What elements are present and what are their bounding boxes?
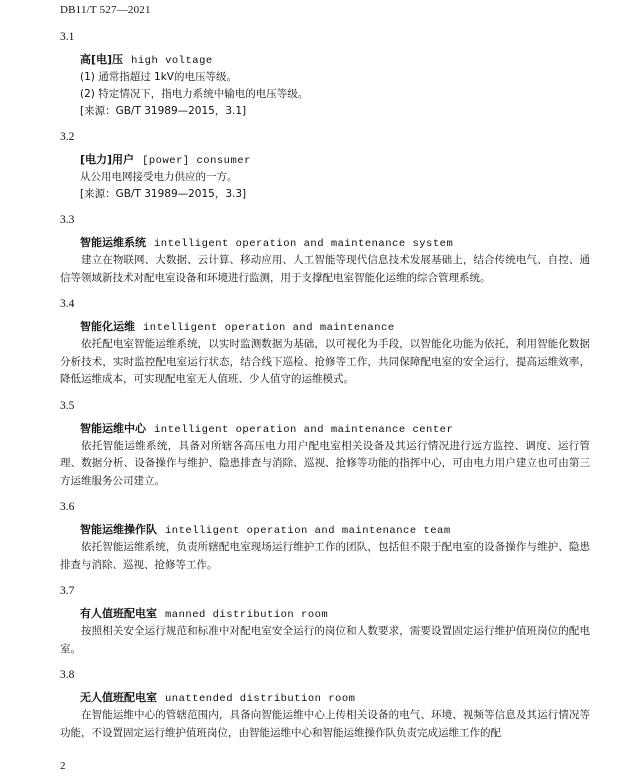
term-title-en: manned distribution room [165, 609, 329, 621]
term-title [60, 522, 590, 539]
term-3-8 [60, 668, 590, 742]
term-number: 3.7 [60, 585, 75, 597]
term-title-en: [power] consumer [142, 155, 251, 167]
term-title-zh: 智能运维系统 [80, 236, 146, 249]
term-title-zh: [电力]用户 [80, 153, 135, 166]
term-3-2 [60, 130, 590, 203]
term-definition: 建立在物联网、大数据、云计算、移动应用、人工智能等现代信息技术发展基础上，结合传统电气、自控、通信等领域新技术对配电室设备和环境进行监测，用于支撑配电室智能化运维的综合管理系统。 [60, 254, 590, 284]
term-definition-line: 从公用电网接受电力供应的一方。 [80, 171, 238, 183]
term-3-3 [60, 213, 590, 287]
term-number: 3.6 [60, 501, 75, 513]
term-title-en: high voltage [131, 55, 213, 67]
term-definition: 依托智能运维系统，具备对所辖各高压电力用户配电室相关设备及其运行情况进行远方监控、调度、运行管理、数据分析、设备操作与维护、隐患排查与消除、巡视、抢修等功能的指挥中心，可由电力用户建立也可由第三方运维服务公司建立。 [60, 439, 590, 487]
term-title-en: intelligent operation and maintenance [143, 322, 395, 334]
page-number: 2 [60, 760, 66, 772]
term-title-zh: 高[电]压 [80, 53, 124, 66]
term-definition: 依托智能运维系统，负责所辖配电室现场运行维护工作的团队，包括但不限于配电室的设备操作与维护、隐患排查与消除、巡视、抢修等工作。 [60, 541, 590, 571]
term-3-1 [60, 30, 590, 120]
term-number: 3.3 [60, 214, 75, 226]
term-title-en: unattended distribution room [165, 693, 356, 705]
term-3-4 [60, 297, 590, 389]
term-source: [来源：GB/T 31989—2015，3.3] [80, 188, 247, 200]
term-title-zh: 智能化运维 [80, 320, 135, 333]
term-title [60, 690, 590, 707]
term-number: 3.1 [60, 31, 75, 43]
term-definition-line: (2) 特定情况下，指电力系统中输电的电压等级。 [80, 88, 309, 100]
term-title-en: intelligent operation and maintenance team [165, 525, 451, 537]
term-3-6 [60, 500, 590, 574]
term-definition: 在智能运维中心的管辖范围内，具备向智能运维中心上传相关设备的电气、环境、视频等信息及其运行情况等功能，不设置固定运行维护值班岗位，由智能运维中心和智能运维操作队负责完成运维工作的配 [60, 709, 590, 739]
term-title [60, 152, 590, 169]
term-title-zh: 有人值班配电室 [80, 607, 157, 620]
term-number: 3.4 [60, 298, 75, 310]
term-title-en: intelligent operation and maintenance system [154, 238, 454, 250]
term-number: 3.2 [60, 131, 75, 143]
term-title-zh: 无人值班配电室 [80, 691, 157, 704]
term-definition: 按照相关安全运行规范和标准中对配电室安全运行的岗位和人数要求，需要设置固定运行维护值班岗位的配电室。 [60, 625, 590, 655]
term-3-5 [60, 399, 590, 491]
term-number: 3.8 [60, 669, 75, 681]
term-definition-line: (1) 通常指超过 1kV的电压等级。 [80, 71, 237, 83]
term-title-en: intelligent operation and maintenance center [154, 423, 454, 436]
term-number: 3.5 [60, 399, 75, 412]
term-title-zh: 智能运维中心 [80, 421, 146, 435]
term-source: [来源：GB/T 31989—2015，3.1] [80, 105, 247, 117]
term-3-7 [60, 584, 590, 658]
term-title [60, 52, 590, 69]
term-definition: 依托配电室智能运维系统，以实时监测数据为基础，以可视化为手段，以智能化功能为依托，利用智能化数据分析技术，实时监控配电室运行状态，结合线下巡检、抢修等工作，共同保障配电室的安全运行，提高运维效率，降低运维成本，可实现配电室无人值班、少人值守的运维模式。 [60, 338, 590, 385]
term-title [60, 235, 590, 252]
term-title-zh: 智能运维操作队 [80, 523, 157, 536]
terms-section [60, 30, 590, 742]
term-title [60, 421, 590, 438]
term-title [60, 606, 590, 623]
standard-header: DB11/T 527—2021 [60, 4, 151, 16]
term-title [60, 319, 590, 336]
